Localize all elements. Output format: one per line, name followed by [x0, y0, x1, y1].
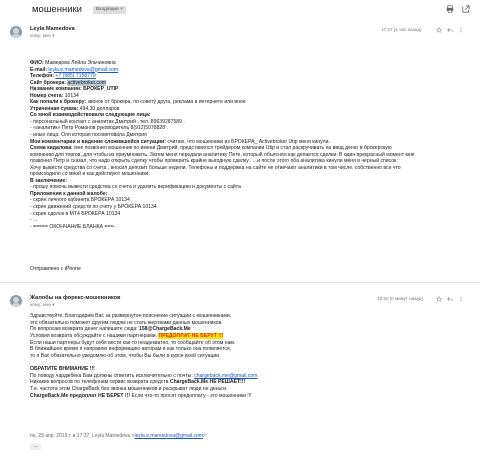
body-text: ОБРАТИТЕ ВНИМАНИЕ !!!: [30, 366, 95, 373]
body-text: Утраченная сумма:: [30, 105, 80, 112]
body-text: БРОКЕР_UTIP: [83, 86, 119, 93]
body-line: [30, 333, 450, 340]
show-trimmed-content-button[interactable]: ...: [30, 444, 41, 450]
body-line: [30, 224, 440, 231]
body-text: - персональный контакт с аналитик Дмитрий , тел. 89639287589 .: [30, 118, 185, 125]
body-text: - ...: [30, 217, 38, 224]
body-text: - прошу помочь вывести средства со счета и удалить верификацию и документы с сайта: [30, 184, 241, 191]
body-line: [30, 393, 450, 400]
sender-name[interactable]: Жалобы на форекс-мошенников: [30, 295, 121, 301]
body-text: Сайт брокера:: [30, 79, 68, 86]
body-text: ChargeBack.Me НЕ РЕШАЕТ!!!: [169, 379, 246, 386]
message-time: 18:50 (0 минут назад): [377, 296, 423, 301]
quoted-header: пн, 29 апр. 2019 г. в 17:37, Leyla Mamedova <leyla.e.mamedova@gmail.com>:: [30, 433, 208, 439]
signature: Отправлено с iPhone: [30, 266, 81, 272]
body-text: Здравствуйте. Благодарим Вас за развернутое пояснение ситуации с мошенниками,: [30, 313, 232, 319]
body-text: - скрин сделок в МТ4 БРОКЕРА 10134: [30, 210, 121, 217]
more-icon[interactable]: [458, 296, 464, 302]
recipient-line[interactable]: кому: мне ▾: [30, 302, 55, 307]
body-text: - скрин движений средств по счету у БРОКЕРА 10134: [30, 204, 157, 211]
body-text: ПРЕДОПЛАТ НЕ БЕРУТ !!!: [158, 332, 224, 339]
body-line: [30, 346, 450, 353]
body-text: В ближайшее время я направлю информацию авторам и как только она появляется,: [30, 346, 232, 353]
body-text: Схема кидалова:: [30, 145, 75, 152]
body-link[interactable]: leyla.e.mamedova@gmail.com: [48, 66, 119, 73]
body-text: Мои комментарии и видение сложившейся ситуации:: [30, 138, 168, 145]
body-link[interactable]: chargeback.me@gmail.com: [194, 372, 258, 379]
body-text: По поводу чарджбека Вам должны ответить исключительно с почты:: [30, 372, 195, 379]
inbox-label-chip[interactable]: Входящие ×: [93, 6, 126, 14]
body-text: мне позвонил мошенник по имени Дмитрий, представился трейдером компании Utip и стал раскручивать на ввод денег в брокерскую: [74, 145, 392, 152]
body-text: В заключение:: [30, 177, 67, 184]
body-text: - скрин личного кабинета БРОКЕРА 10134: [30, 197, 130, 204]
body-text: компанию для торгов, для чтобы из приумножить. Затем меня передали аналитику Пете, который объяснял как делается сделки. В один прекрасный момент мне: [30, 151, 415, 158]
body-text: - ===== ОКОНЧАНИЕ БЛАНКА ===-: [30, 223, 116, 230]
email-header: [0, 0, 480, 20]
body-text: - иные лица: Оля которая посоветовала Дмитрия: [30, 132, 147, 139]
reply-icon[interactable]: [447, 27, 453, 33]
sender-avatar[interactable]: [10, 295, 22, 307]
body-text: По вопросам возврата денег напишите сюда:: [30, 326, 139, 333]
body-text: позвонил Петр и сказал, что надо открыть сделку чтобы проверить крайне выгодную сделку . ...и после этого оба аналитика кинули меня в черный список.: [30, 158, 398, 165]
new-window-icon[interactable]: [462, 5, 470, 13]
body-text: считаю, что мошенники из БРОКЕРА_ Activebroker Utip меня кинули.: [167, 138, 330, 145]
body-text: ФИО:: [30, 60, 46, 66]
body-text: Название компании:: [30, 86, 84, 93]
body-text: Если наши партнеры будут себя вести как-то неадекватно, то сообщайте об этом нам.: [30, 339, 236, 346]
body-text: Никаких вопросов по телефонам сервис возврата средств: [30, 379, 170, 386]
body-text: то я Вас обязательно уведомлю об этом, чтобы Вы были в курсе всей ситуации.: [30, 352, 221, 359]
sender-name[interactable]: Leyla Mamedova: [30, 26, 75, 32]
body-text: Хочу вывести средства со счета , вносил депозит больше недели. Телефоны и поддержка на сайте не отвечают аналитики в том числе. собственно все что: [30, 164, 401, 171]
message-body: [30, 313, 450, 399]
body-line: [30, 379, 450, 386]
body-line: [30, 373, 450, 380]
body-text: Мамедова Лейла Эльчиновна: [45, 60, 116, 66]
body-line: [30, 313, 450, 320]
recipient-line[interactable]: кому: мне ▾: [30, 33, 55, 38]
body-text: 494.30 долларов: [79, 105, 120, 112]
body-text: Приложения к данной жалобе:: [30, 190, 108, 197]
body-text: Если что-то просят предоплату - это мошенники !!!: [131, 392, 252, 399]
message-time: 17:37 (1 час назад): [381, 27, 422, 32]
body-text: это обязательно поможет другим людям не стать жертвами данных мошенников.: [30, 319, 223, 326]
body-text: Номер счета:: [30, 92, 65, 99]
body-text: Как попали к брокеру:: [30, 99, 88, 106]
message-body: [30, 60, 440, 230]
reply-icon[interactable]: [447, 296, 453, 302]
body-line: [30, 359, 450, 366]
more-icon[interactable]: [458, 27, 464, 33]
body-text: звонок от брокера, по совету друга, реклама в интернете или иное: [87, 99, 246, 106]
message-divider: [0, 282, 480, 283]
body-line: [30, 366, 450, 373]
star-icon[interactable]: [436, 296, 442, 302]
body-link[interactable]: +7 (985) 7158779: [55, 73, 96, 80]
email-subject: мошенники: [32, 4, 82, 15]
body-text: 10134: [64, 92, 79, 99]
body-line: [30, 326, 450, 333]
body-text: - «аналитик» Петр Романов руководитель 8(912)5078828 .: [30, 125, 168, 132]
body-text: ChargeBack.Me предоплат НЕ БЕРЕТ !!!: [30, 392, 132, 399]
sender-avatar[interactable]: [10, 26, 22, 38]
body-text: происходило со мной и как действуют мошенники.: [30, 171, 150, 178]
body-text: 158@ChargeBack.Me: [138, 326, 191, 333]
body-text: Телефон:: [30, 73, 56, 80]
star-icon[interactable]: [436, 27, 442, 33]
body-line: [30, 353, 450, 360]
body-text: Т.е. частота этом ChargeBack без звонка мошенников и раскрыват люди не деньги.: [30, 386, 228, 393]
body-text: activebroker.com: [67, 79, 106, 86]
body-text: Условия возврата обсуждайте с нашими партнерами.: [30, 332, 159, 339]
body-text: E-mail:: [30, 66, 49, 73]
body-line: [30, 386, 450, 393]
quoted-email-link[interactable]: leyla.e.mamedova@gmail.com: [134, 433, 203, 439]
body-line: [30, 320, 450, 327]
print-icon[interactable]: [446, 5, 454, 13]
body-text: Со мной взаимодействовали следующие лица:: [30, 112, 151, 119]
